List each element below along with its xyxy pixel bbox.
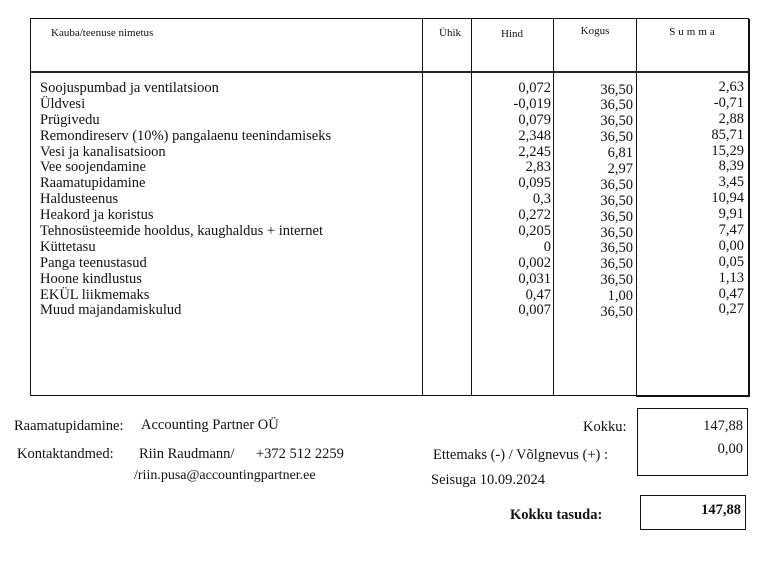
item-name: Muud majandamiskulud [40, 302, 182, 319]
item-price: 0,095 [518, 175, 551, 192]
item-price: 0,47 [525, 286, 551, 303]
item-quantity: 36,50 [600, 208, 633, 225]
item-name: Haldusteenus [40, 191, 119, 208]
item-price: 0 [543, 238, 551, 255]
item-sum: 2,88 [718, 110, 744, 127]
header-unit: Ühik [439, 27, 461, 39]
item-sum: 1,13 [718, 269, 744, 286]
item-price: 2,348 [518, 127, 551, 144]
total-box [637, 408, 748, 476]
item-quantity: 36,50 [600, 256, 633, 273]
item-quantity: 36,50 [600, 129, 633, 146]
item-sum: 85,71 [711, 126, 744, 143]
contact-person: Riin Raudmann/ [139, 446, 235, 462]
item-price: 0,072 [518, 80, 551, 96]
table-row [31, 303, 748, 319]
item-name: Vesi ja kanalisatsioon [40, 143, 166, 160]
table-row [31, 285, 748, 305]
table-row [31, 237, 748, 257]
item-price: 0,079 [518, 111, 551, 128]
item-name: Tehnosüsteemide hooldus, kaughaldus + internet [40, 223, 324, 240]
header-price: Hind [501, 28, 523, 40]
total-due-label: Kokku tasuda: [510, 507, 603, 523]
item-name: EKÜL liikmemaks [40, 286, 150, 303]
item-quantity: 36,50 [600, 224, 633, 241]
table-body [31, 81, 748, 319]
header-name: Kauba/teenuse nimetus [51, 27, 154, 39]
total-label: Kokku: [583, 419, 627, 435]
item-sum: 0,47 [718, 285, 744, 302]
item-price: -0,019 [513, 95, 551, 112]
item-sum: 7,47 [718, 222, 744, 239]
item-sum: 8,39 [718, 158, 744, 175]
item-price: 2,245 [518, 143, 551, 160]
table-row [31, 126, 748, 146]
item-name: Prügivedu [40, 111, 100, 128]
table-row [31, 94, 748, 114]
item-sum: 9,91 [718, 206, 744, 223]
invoice-table [30, 18, 749, 396]
item-price: 0,3 [532, 191, 551, 208]
prepayment-label: Ettemaks (-) / Võlgnevus (+) : [433, 447, 609, 463]
item-quantity: 36,50 [600, 272, 633, 289]
status-date: Seisuga 10.09.2024 [431, 472, 545, 488]
item-price: 0,205 [518, 223, 551, 240]
item-sum: 2,63 [718, 79, 744, 95]
total-value: 147,88 [703, 418, 743, 434]
item-sum: 0,05 [718, 253, 744, 270]
table-row [31, 142, 748, 162]
item-name: Heakord ja koristus [40, 207, 154, 224]
item-name: Soojuspumbad ja ventilatsioon [40, 80, 219, 96]
table-row [31, 192, 748, 208]
item-quantity: 36,50 [600, 176, 633, 193]
item-price: 0,002 [518, 254, 551, 271]
item-quantity: 36,50 [600, 240, 633, 257]
item-quantity: 2,97 [607, 160, 633, 177]
table-row [31, 81, 748, 97]
item-name: Remondireserv (10%) pangalaenu teenindamiseks [40, 127, 332, 144]
item-sum: 3,45 [718, 174, 744, 191]
total-due-value: 147,88 [701, 502, 741, 518]
item-quantity: 6,81 [607, 145, 633, 162]
item-quantity: 1,00 [607, 288, 633, 305]
item-quantity: 36,50 [600, 81, 633, 98]
prepayment-value: 0,00 [717, 441, 743, 457]
contacts-label: Kontaktandmed: [17, 446, 114, 462]
header-quantity: Kogus [580, 25, 610, 37]
item-name: Raamatupidamine [40, 175, 146, 192]
item-sum: 0,27 [718, 301, 744, 318]
item-name: Üldvesi [40, 95, 86, 112]
table-row [31, 160, 748, 176]
table-row [31, 269, 748, 289]
item-quantity: 36,50 [600, 113, 633, 130]
header-divider [31, 71, 748, 73]
header-sum: Summa [669, 26, 718, 38]
item-price: 0,007 [518, 302, 551, 319]
item-quantity: 36,50 [600, 97, 633, 114]
table-row [31, 208, 748, 224]
accounting-company: Accounting Partner OÜ [141, 417, 279, 433]
accounting-label: Raamatupidamine: [14, 418, 124, 434]
item-price: 0,272 [518, 207, 551, 224]
item-price: 0,031 [518, 270, 551, 287]
item-name: Vee soojendamine [40, 159, 146, 176]
item-name: Panga teenustasud [40, 254, 147, 271]
item-sum: 15,29 [711, 142, 744, 159]
table-row [31, 253, 748, 273]
total-due-box [640, 495, 746, 530]
item-quantity: 36,50 [600, 192, 633, 209]
item-price: 2,83 [525, 159, 551, 176]
item-sum: 10,94 [711, 190, 744, 207]
contact-email: /riin.pusa@accountingpartner.ee [134, 468, 316, 483]
contact-phone: +372 512 2259 [256, 446, 344, 462]
item-name: Küttetasu [40, 238, 96, 255]
table-row [31, 224, 748, 240]
table-row [31, 110, 748, 130]
item-name: Hoone kindlustus [40, 270, 142, 287]
item-sum: -0,71 [713, 94, 744, 111]
item-sum: 0,00 [718, 237, 744, 254]
item-quantity: 36,50 [600, 303, 633, 320]
table-row [31, 176, 748, 192]
